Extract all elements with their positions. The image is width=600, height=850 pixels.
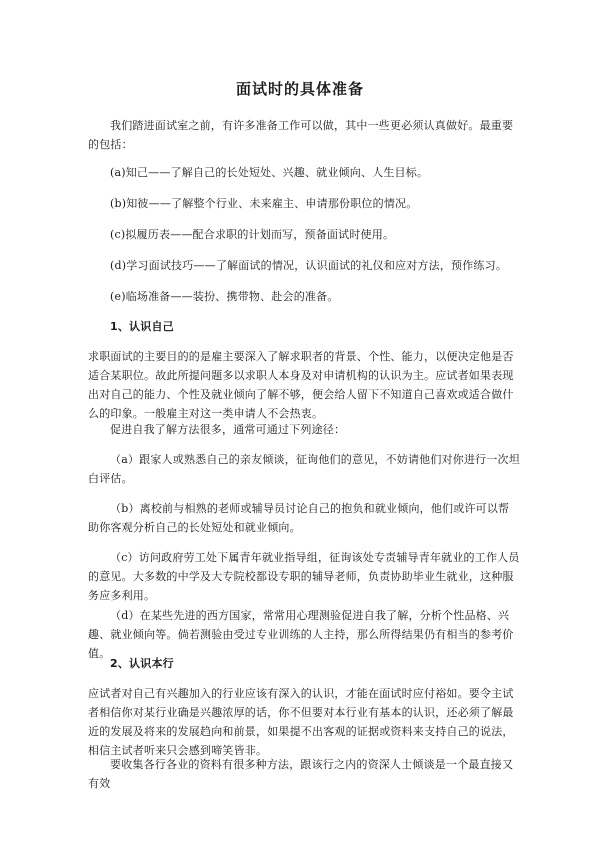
prep-item-e: (e)临场准备——装扮、携带物、赴会的准备。 <box>110 290 339 303</box>
section1-item-d: （d）在某些先进的西方国家，常常用心理测验促进自我了解，分析个性品格、兴趣、就业倾向等。倘若测验由受过专业训练的人主持，那么所得结果仍有相当的参考价值。 <box>88 609 514 660</box>
section1-paragraph-1: 求职面试的主要目的的是雇主要深入了解求职者的背景、个性、能力，以便决定他是否适合某职位。故此所提问题多以求职人本身及对申请机构的认识为主。应试者如果表现出对自己的能力、个性及就业倾向了解不够，便会给人留下不知道自己喜欢或适合做什么的印象。一般雇主对这一类申请人不会热衷。 <box>88 350 514 420</box>
section1-item-a: （a）跟家人或熟悉自己的亲友倾谈，征询他们的意见，不妨请他们对你进行一次坦白评估。 <box>88 453 520 485</box>
prep-item-d: (d)学习面试技巧——了解面试的情况，认识面试的礼仪和应对方法，预作练习。 <box>110 259 508 272</box>
section1-paragraph-2: 促进自我了解方法很多，通常可通过下列途径： <box>110 423 346 436</box>
prep-item-b: (b)知彼——了解整个行业、未来雇主、申请那份职位的情况。 <box>110 197 418 210</box>
section1-item-c: （c）访问政府劳工处下属青年就业指导组，征询该处专责辅导青年就业的工作人员的意见。大多数的中学及大专院校都设专职的辅导老师，负责协助毕业生就业，这种服务应多利用。 <box>88 551 520 602</box>
prep-item-c: (c)拟履历表——配合求职的计划而写，预备面试时使用。 <box>110 228 395 241</box>
section1-item-b: （b）离校前与相熟的老师或辅导员讨论自己的抱负和就业倾向，他们或许可以帮助你客观分析自己的长处短处和就业倾向。 <box>88 502 510 534</box>
section2-paragraph-2: 要收集各行各业的资料有很多种方法，跟该行之内的资深人士倾谈是一个最直接又有效 <box>88 758 514 790</box>
prep-item-a: (a)知己——了解自己的长处短处、兴趣、就业倾向、人生目标。 <box>110 166 429 179</box>
section-heading-know-industry: 2、认识本行 <box>110 657 174 670</box>
section-heading-know-yourself: 1、认识自己 <box>110 320 174 333</box>
section2-paragraph-1: 应试者对自己有兴趣加入的行业应该有深入的认识，才能在面试时应付裕如。要令主试者相信你对某行业确是兴趣浓厚的话，你不但要对本行业有基本的认识，还必须了解最近的发展及将来的发展趋向和前景，如果提不出客观的证据或资料来支持自己的说法，相信主试者听来只会感到啼笑皆非。 <box>88 687 514 757</box>
intro-paragraph: 我们踏进面试室之前，有许多准备工作可以做，其中一些更必须认真做好。最重要的包括： <box>88 119 514 151</box>
page-title: 面试时的具体准备 <box>235 80 364 98</box>
